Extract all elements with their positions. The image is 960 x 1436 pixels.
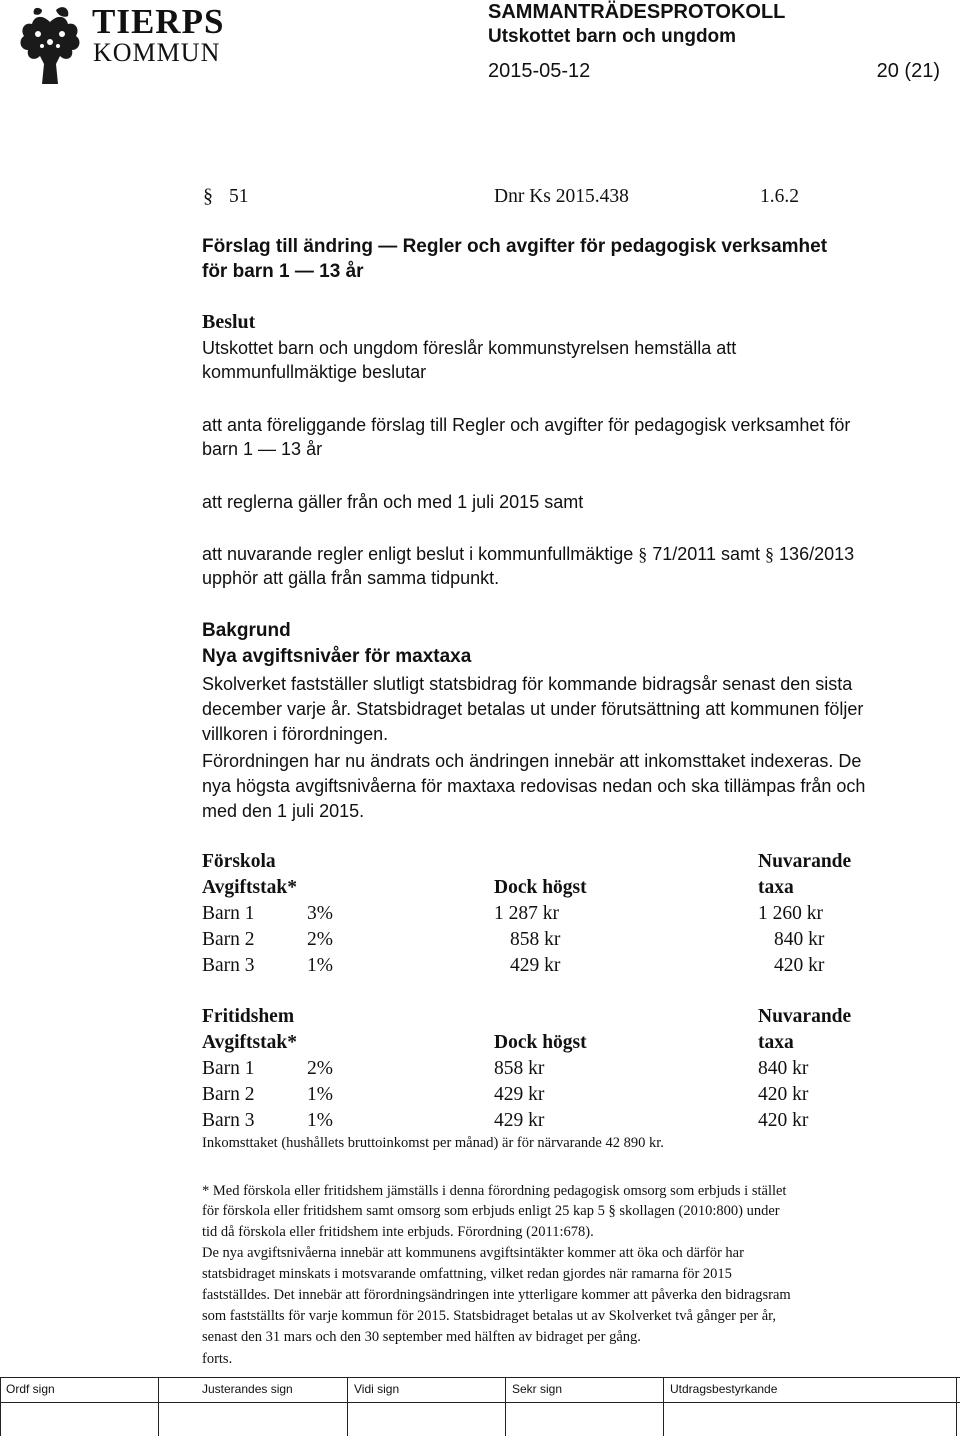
background-line: med den 1 juli 2015. xyxy=(202,801,365,821)
footnote-line: som fastställts för varje kommun för 2015. Statsbidraget betalas ut av Skolverket två gånger per år, xyxy=(202,1308,777,1324)
document-date: 2015-05-12 xyxy=(488,60,591,82)
table-fritidshem-col1-header: Avgiftstak* xyxy=(202,1032,297,1053)
footer-utdrag: Utdragsbestyrkande xyxy=(670,1382,778,1396)
table-fritidshem-current: 420 kr xyxy=(758,1084,809,1105)
background-line: Skolverket fastställer slutligt statsbidrag för kommande bidragsår senast den sista xyxy=(202,674,853,694)
decision-item1-line1: att anta föreliggande förslag till Regler och avgifter för pedagogisk verksamhet för xyxy=(202,415,851,435)
table-fritidshem-max: 429 kr xyxy=(494,1110,545,1131)
footnote-line: statsbidraget minskats i motsvarande omfattning, vilket redan gjordes när ramarna för 2015 xyxy=(202,1266,732,1282)
decision-heading: Beslut xyxy=(202,311,256,333)
footnote-continued: forts. xyxy=(202,1351,233,1367)
table-forskola-col1-header: Avgiftstak* xyxy=(202,877,297,898)
table-fritidshem-max: 429 kr xyxy=(494,1084,545,1105)
table-fritidshem-pct: 1% xyxy=(307,1084,333,1105)
table-forskola-pct: 3% xyxy=(307,903,333,924)
table-forskola-current: 840 kr xyxy=(774,929,825,950)
background-line: Förordningen har nu ändrats och ändringen innebär att inkomsttaket indexeras. De xyxy=(202,751,862,771)
decision-item3-text: att nuvarande regler enligt beslut i kommunfullmäktige xyxy=(202,544,634,564)
footer-sekr-sign: Sekr sign xyxy=(512,1382,563,1396)
footer-divider xyxy=(505,1377,506,1436)
footer-divider xyxy=(158,1377,159,1436)
table-forskola-current: 1 260 kr xyxy=(758,903,823,924)
table-forskola-col3-header-a: Nuvarande xyxy=(758,851,852,872)
footer-divider xyxy=(347,1377,348,1436)
table-fritidshem-pct: 2% xyxy=(307,1058,333,1079)
section-symbol-1: § xyxy=(638,544,648,564)
table-forskola-col2-header: Dock högst xyxy=(494,877,587,898)
municipality-logo-icon xyxy=(12,4,88,88)
page-number: 20 (21) xyxy=(876,60,940,82)
footer-ordf-sign: Ordf sign xyxy=(6,1382,55,1396)
table-fritidshem-current: 840 kr xyxy=(758,1058,809,1079)
table-fritidshem-title: Fritidshem xyxy=(202,1006,295,1027)
table-fritidshem-max: 858 kr xyxy=(494,1058,545,1079)
section-symbol-2: § xyxy=(765,544,775,564)
logo-text-kommun: KOMMUN xyxy=(93,38,221,67)
background-heading: Bakgrund xyxy=(202,620,291,641)
signature-footer xyxy=(0,1377,960,1403)
case-title-line2: för barn 1 — 13 år xyxy=(202,261,364,282)
table-forskola-child: Barn 2 xyxy=(202,929,255,950)
decision-intro-line2: kommunfullmäktige beslutar xyxy=(202,362,427,382)
section-symbol: § xyxy=(203,185,213,207)
decision-item3-line2: upphör att gälla från samma tidpunkt. xyxy=(202,568,500,588)
footnote-line: senast den 31 mars och den 30 september med hälften av bidraget per gång. xyxy=(202,1329,641,1345)
footer-divider xyxy=(956,1377,957,1436)
committee-name: Utskottet barn och ungdom xyxy=(488,26,737,47)
footer-vidi-sign: Vidi sign xyxy=(354,1382,400,1396)
footnote-line: fastställdes. Det innebär att förordningsändringen inte ytterligare kommer att påverka den bidragsram xyxy=(202,1287,791,1303)
table-forskola-current: 420 kr xyxy=(774,955,825,976)
table-forskola-max: 429 kr xyxy=(510,955,561,976)
decision-intro-line1: Utskottet barn och ungdom föreslår kommunstyrelsen hemställa att xyxy=(202,338,737,358)
table-forskola-child: Barn 3 xyxy=(202,955,255,976)
table-fritidshem-col2-header: Dock högst xyxy=(494,1032,587,1053)
table-fritidshem-pct: 1% xyxy=(307,1110,333,1131)
decision-item3-ref1: 71/2011 samt xyxy=(652,544,761,564)
decision-item3-ref2: 136/2013 xyxy=(779,544,855,564)
case-class: 1.6.2 xyxy=(760,186,799,207)
case-title-line1: Förslag till ändring — Regler och avgifter för pedagogisk verksamhet xyxy=(202,236,828,257)
table-fritidshem-current: 420 kr xyxy=(758,1110,809,1131)
background-line: nya högsta avgiftsnivåerna för maxtaxa redovisas nedan och ska tillämpas från och xyxy=(202,776,866,796)
logo-text-tierps: TIERPS xyxy=(92,2,225,41)
table-forskola-col3-header-b: taxa xyxy=(758,877,794,898)
table-forskola-max: 1 287 kr xyxy=(494,903,559,924)
section-symbol-3: § xyxy=(608,1203,616,1219)
decision-item2: att reglerna gäller från och med 1 juli 2015 samt xyxy=(202,492,584,512)
table-fritidshem-child: Barn 1 xyxy=(202,1058,255,1079)
decision-item1-line2: barn 1 — 13 år xyxy=(202,439,323,459)
table-forskola-pct: 2% xyxy=(307,929,333,950)
case-dnr: Dnr Ks 2015.438 xyxy=(494,186,629,207)
case-number: 51 xyxy=(229,186,249,207)
table-forskola-title: Förskola xyxy=(202,851,276,872)
document-type: SAMMANTRÄDESPROTOKOLL xyxy=(488,1,786,23)
footnote-line2-text: för förskola eller fritidshem samt omsorg som erbjuds enligt 25 kap 5 xyxy=(202,1203,605,1219)
income-cap-note: Inkomsttaket (hushållets bruttoinkomst per månad) är för närvarande 42 890 kr. xyxy=(202,1135,664,1151)
table-fritidshem-child: Barn 3 xyxy=(202,1110,255,1131)
footer-divider xyxy=(663,1377,664,1436)
footnote-line: * Med förskola eller fritidshem jämställs i denna förordning pedagogisk omsorg som erbjuds i stället xyxy=(202,1183,787,1199)
table-forskola-max: 858 kr xyxy=(510,929,561,950)
background-line: villkoren i förordningen. xyxy=(202,724,389,744)
footer-justerandes-sign: Justerandes sign xyxy=(202,1382,293,1396)
background-subheading: Nya avgiftsnivåer för maxtaxa xyxy=(202,646,472,667)
table-fritidshem-col3-header-a: Nuvarande xyxy=(758,1006,852,1027)
table-forskola-child: Barn 1 xyxy=(202,903,255,924)
decision-item3-line1 xyxy=(202,542,854,566)
footnote-line2-ref: skollagen (2010:800) under xyxy=(619,1203,780,1219)
table-fritidshem-col3-header-b: taxa xyxy=(758,1032,794,1053)
footnote-line: tid då förskola eller fritidshem inte erbjuds. Förordning (2011:678). xyxy=(202,1224,594,1240)
footnote-line xyxy=(202,1201,780,1222)
background-line: december varje år. Statsbidraget betalas ut under förutsättning att kommunen följer xyxy=(202,699,864,719)
table-fritidshem-child: Barn 2 xyxy=(202,1084,255,1105)
table-forskola-pct: 1% xyxy=(307,955,333,976)
footnote-line: De nya avgiftsnivåerna innebär att kommunens avgiftsintäkter kommer att öka och därför har xyxy=(202,1245,744,1261)
footer-divider xyxy=(0,1377,1,1436)
